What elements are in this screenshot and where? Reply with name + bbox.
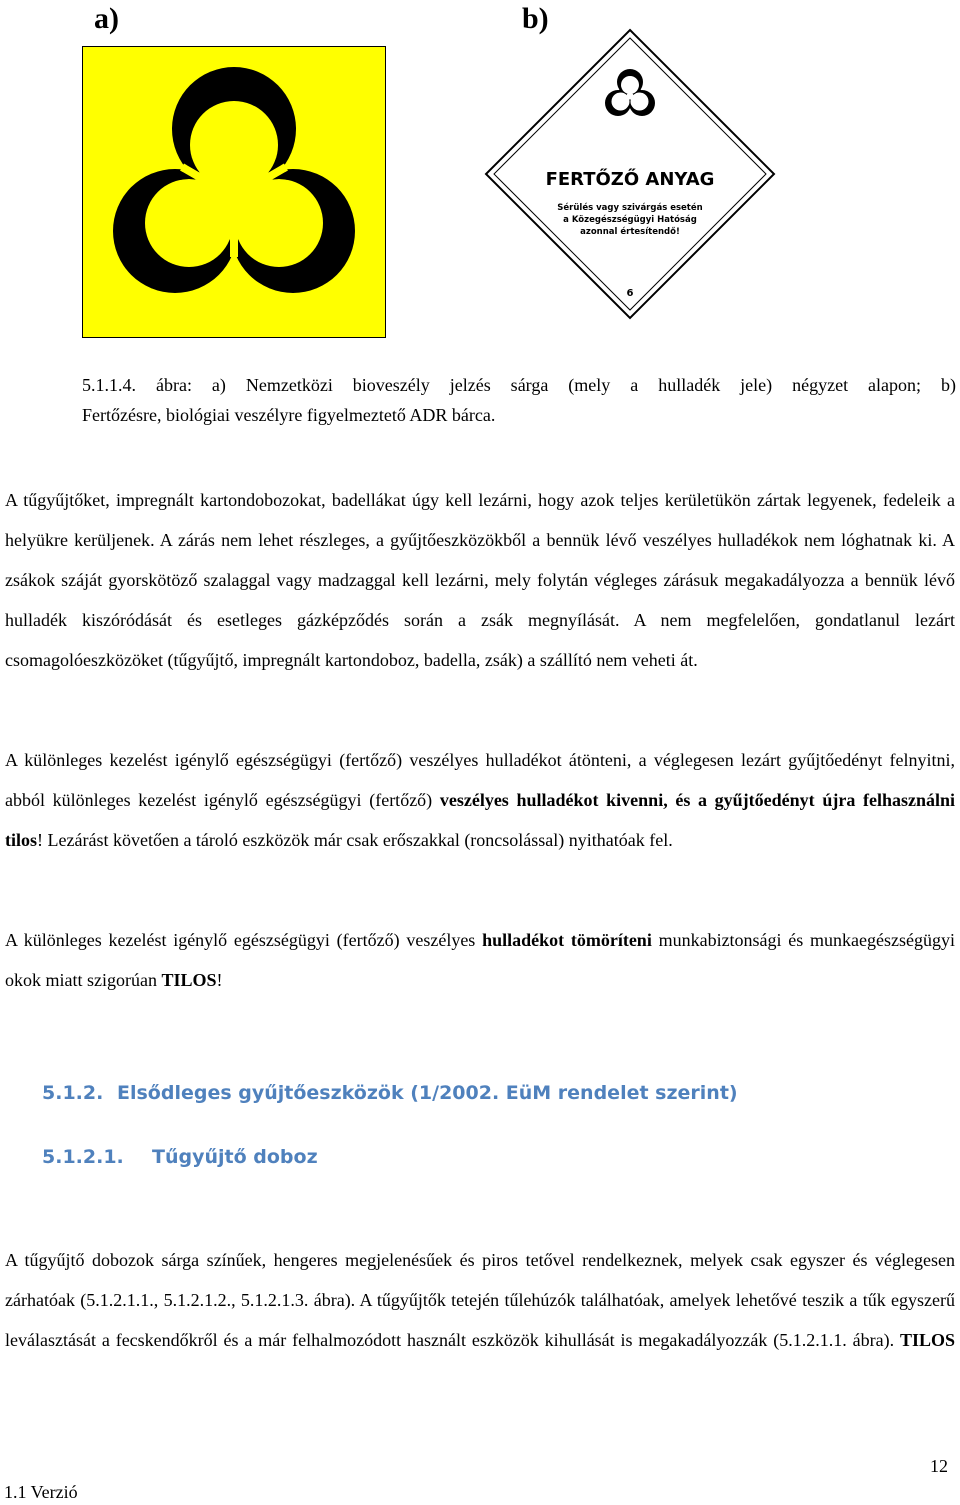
bold-tilos: TILOS (899, 1330, 955, 1350)
space (564, 930, 571, 950)
paragraph-needle-containers (5, 1240, 955, 1360)
paragraph-text: A különleges kezelést igénylő egészségügyi (fertőző) veszélyes (5, 930, 483, 950)
paragraph-text: A különleges kezelést igénylő egészségügyi (fertőző) veszélyes hulladékot átönteni, a véglegesen lezárt gyűjtőedényt felnyitni, abból különleges kezelést igénylő egészségügyi (fertőző) (5, 750, 955, 810)
adr-text-2: a Közegészségügyi Hatóság (563, 215, 697, 225)
adr-text-3: azonnal értesítendő! (580, 227, 680, 237)
bold-hulladekot: hulladékot (482, 930, 565, 950)
bold-tilos: TILOS (161, 970, 217, 990)
paragraph-closing-containers (5, 480, 955, 680)
paragraph-text: A tűgyűjtő dobozok sárga színűek, hengeres megjelenésűek és piros tetővel rendelkeznek, melyek csak egyszer és véglegesen zárhatóak (5.1.2.1.1., 5.1.2.1.2., 5.1.2.1.3. ábra). A tűgyűjtők tetején tűlehúzók találhatóak, amelyek lehetővé teszik a tűk egyszerű leválasztását a fecskendőkről és a már felhalmozódott használt eszközök kihullását is megakadályozzák (5.1.2.1.1. ábra). (5, 1250, 955, 1350)
adr-class-number: 6 (626, 288, 634, 299)
figure-caption-line-2: Fertőzésre, biológiai veszélyre figyelmeztető ADR bárca. (82, 405, 496, 425)
figure-label-a: a) (94, 2, 119, 35)
bold-tomoriteni: tömöríteni (570, 930, 652, 950)
section-number: 5.1.2. (42, 1082, 104, 1104)
bold-prohibition: veszélyes hulladékot kivenni, és a gyűjtőedényt újra felhasználni tilos (5, 790, 956, 850)
figure-label-b: b) (522, 2, 549, 35)
paragraph-prohibitions (5, 740, 955, 860)
paragraph-text: munkabiztonsági és munkaegészségügyi okok miatt szigorúan (5, 930, 955, 990)
paragraph-compaction-ban (5, 920, 955, 1000)
exclamation: ! (216, 970, 223, 990)
footer-version: 1.1 Verzió (4, 1482, 78, 1502)
biohazard-sign (82, 46, 386, 338)
adr-text-1: Sérülés vagy szivárgás esetén (557, 203, 703, 213)
adr-label (480, 24, 780, 324)
paragraph-text: A tűgyűjtőket, impregnált kartondobozokat, badellákat úgy kell lezárni, hogy azok teljes kerületükön zártak legyenek, fedeleik a helyükre kerüljenek. A zárás nem lehet részleges, a gyűjtőeszközökből a bennük lévő veszélyes hulladékok nem lóghatnak ki. A zsákok száját gyorskötöző szalaggal vagy madzaggal kell lezárni, mely folytán végleges zárásuk megakadályozza a bennük lévő hulladék kiszóródását és esetleges gázképződés során a zsák megnyílását. A nem megfelelően, gondatlanul lezárt csomagolóeszközöket (tűgyűjtő, impregnált kartondoboz, badella, zsák) a szállító nem veheti át. (5, 490, 955, 670)
paragraph-text: ! Lezárást követően a tároló eszközök már csak erőszakkal (roncsolással) nyithatóak fel. (37, 830, 673, 850)
biohazard-icon (83, 47, 385, 337)
section-title: Elsődleges gyűjtőeszközök (1/2002. EüM rendelet szerint) (117, 1082, 738, 1104)
section-title: Tűgyűjtő doboz (152, 1146, 318, 1168)
section-heading-5-1-2 (42, 1082, 738, 1104)
section-number: 5.1.2.1. (42, 1146, 124, 1168)
section-heading-5-1-2-1 (42, 1146, 318, 1168)
figure-caption-line-1: 5.1.1.4. ábra: a) Nemzetközi bioveszély jelzés sárga (mely a hulladék jele) négyzet alapon; b) (82, 375, 956, 395)
adr-title: FERTŐZŐ ANYAG (545, 169, 715, 190)
page-number: 12 (930, 1456, 948, 1476)
